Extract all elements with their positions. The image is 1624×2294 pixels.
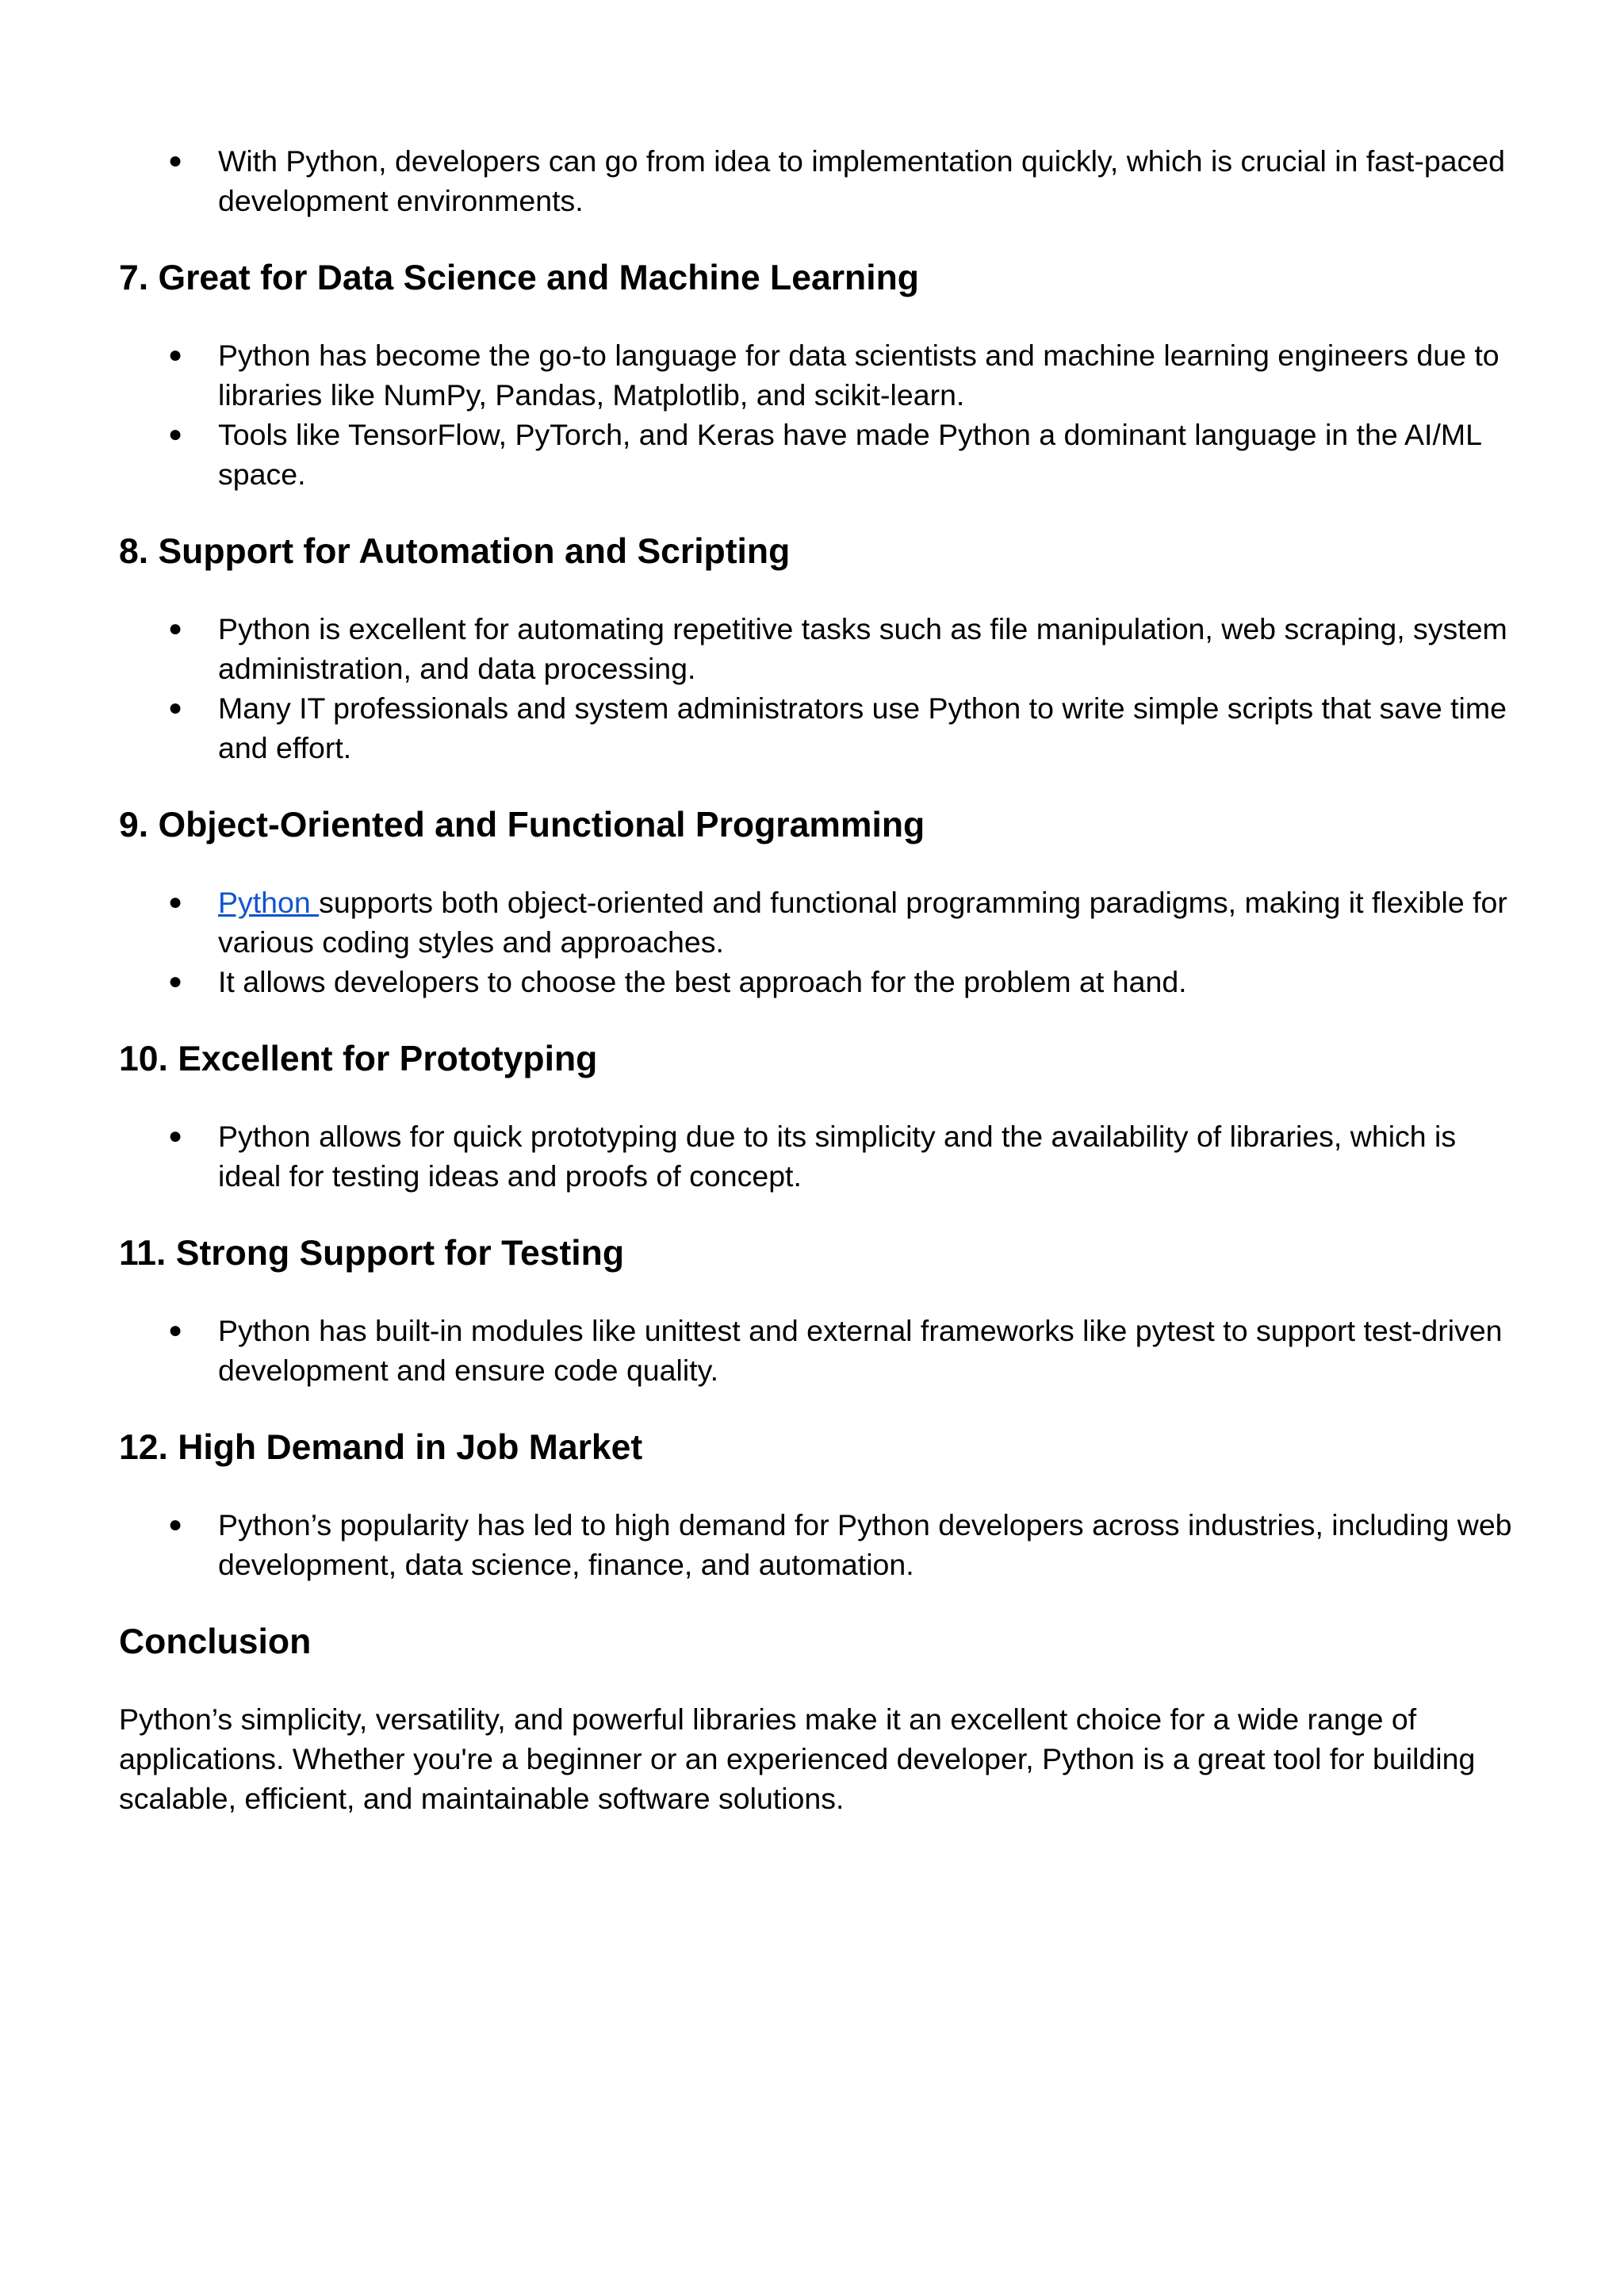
- bullet-dot-icon: ●: [168, 1511, 183, 1538]
- list-item: [119, 962, 1515, 1001]
- bullet-dot-icon: ●: [168, 1123, 183, 1149]
- list-item: [119, 688, 1515, 768]
- bullet-text: Many IT professionals and system administrators use Python to write simple scripts that save time and effort.: [218, 691, 1507, 764]
- bullet-list-data-science: [119, 335, 1515, 494]
- bullet-dot-icon: ●: [168, 342, 183, 368]
- section-heading-automation: 8. Support for Automation and Scripting: [119, 532, 791, 571]
- bullet-dot-icon: ●: [168, 421, 183, 447]
- bullet-list-job-market: [119, 1505, 1515, 1584]
- list-item: [119, 1116, 1515, 1196]
- list-item: [119, 883, 1515, 962]
- section-heading-testing: 11. Strong Support for Testing: [119, 1234, 625, 1273]
- bullet-dot-icon: ●: [168, 1317, 183, 1343]
- list-item: [119, 415, 1515, 494]
- bullet-text: With Python, developers can go from idea to implementation quickly, which is crucial in fast-paced development environments.: [218, 144, 1505, 217]
- bullet-dot-icon: ●: [168, 889, 183, 915]
- conclusion-heading: Conclusion: [119, 1622, 312, 1661]
- bullet-list-automation: [119, 609, 1515, 768]
- bullet-list-testing: [119, 1311, 1515, 1390]
- list-item: [119, 1311, 1515, 1390]
- bullet-dot-icon: ●: [168, 968, 183, 994]
- intro-bullet-list: [119, 141, 1515, 220]
- bullet-text: Python allows for quick prototyping due to its simplicity and the availability of libraries, which is ideal for testing ideas and proofs of concept.: [218, 1120, 1457, 1193]
- conclusion-paragraph: Python’s simplicity, versatility, and powerful libraries make it an excellent choice for a wide range of applications. Whether you're a beginner or an experienced developer, Python is a great tool for building scalable, efficient, and maintainable software solutions.: [119, 1702, 1476, 1815]
- bullet-list-oop-functional: [119, 883, 1515, 1001]
- bullet-dot-icon: ●: [168, 147, 183, 174]
- bullet-dot-icon: ●: [168, 695, 183, 721]
- list-item: [119, 141, 1515, 220]
- bullet-text: Python’s popularity has led to high demand for Python developers across industries, including web development, data science, finance, and automation.: [218, 1508, 1512, 1581]
- bullet-text: Tools like TensorFlow, PyTorch, and Keras have made Python a dominant language in the AI/ML space.: [218, 418, 1481, 491]
- python-link[interactable]: Python: [218, 886, 320, 919]
- bullet-text: Python has built-in modules like unittest and external frameworks like pytest to support test-driven development and ensure code quality.: [218, 1314, 1503, 1387]
- section-heading-data-science: 7. Great for Data Science and Machine Learning: [119, 259, 919, 297]
- bullet-text: Python is excellent for automating repetitive tasks such as file manipulation, web scraping, system administration, and data processing.: [218, 612, 1507, 685]
- bullet-text: Python has become the go-to language for data scientists and machine learning engineers due to libraries like NumPy, Pandas, Matplotlib, and scikit-learn.: [218, 339, 1500, 412]
- bullet-text: It allows developers to choose the best approach for the problem at hand.: [218, 965, 1187, 998]
- section-heading-prototyping: 10. Excellent for Prototyping: [119, 1040, 598, 1078]
- bullet-list-prototyping: [119, 1116, 1515, 1196]
- document-page: [119, 141, 1515, 1818]
- list-item: [119, 1505, 1515, 1584]
- list-item: [119, 609, 1515, 688]
- bullet-text: supports both object-oriented and functional programming paradigms, making it flexible for various coding styles and approaches.: [218, 886, 1507, 959]
- section-heading-job-market: 12. High Demand in Job Market: [119, 1428, 643, 1467]
- section-heading-oop-functional: 9. Object-Oriented and Functional Programming: [119, 806, 925, 844]
- bullet-dot-icon: ●: [168, 615, 183, 641]
- list-item: [119, 335, 1515, 415]
